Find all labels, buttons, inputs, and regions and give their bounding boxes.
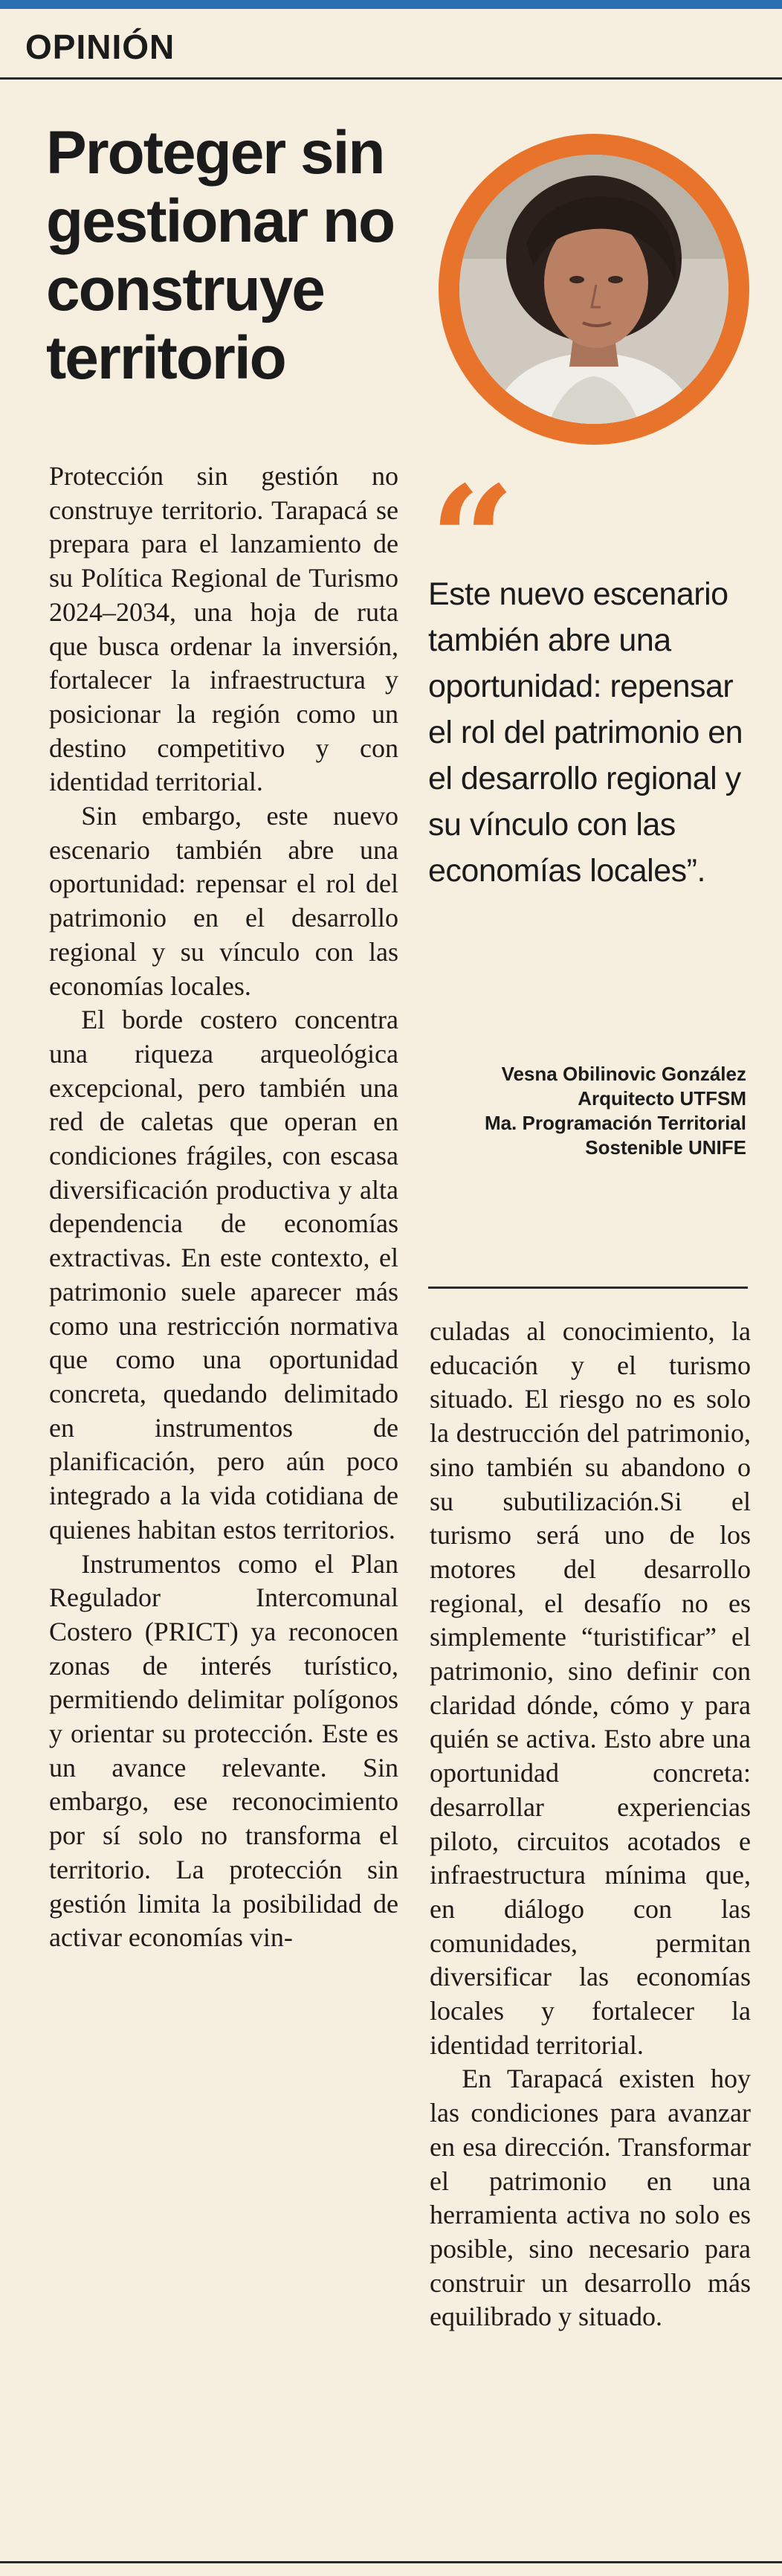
- author-byline: [427, 1062, 746, 1160]
- pull-quote: Este nuevo escenario también abre una oportunidad: repensar el rol del patrimonio en el desarrollo regional y su vínculo con las economías locales”.: [428, 576, 743, 889]
- author-portrait-image: [459, 155, 728, 424]
- author-photo: [459, 155, 728, 424]
- article-body-left: [49, 460, 398, 1955]
- quote-mark-icon: “: [430, 454, 516, 628]
- top-color-bar: [0, 0, 782, 9]
- section-rule: [0, 77, 782, 80]
- author-name: Vesna Obilinovic González: [501, 1063, 746, 1085]
- headline: Proteger sin gestionar no construye territorio: [46, 119, 395, 392]
- body-paragraph: El borde costero concentra una riqueza arqueológica excepcional, pero también una red de caletas que operan en condiciones frágiles, con escasa diversificación productiva y alta dependencia de economías extractivas. En este contexto, el patrimonio suele aparecer más como una restricción normativa que como una oportunidad concreta, quedando delimitado en instrumentos de planificación, pero aún poco integrado a la vida cotidiana de quienes habitan estos territorios.: [49, 1005, 398, 1545]
- body-paragraph: culadas al conocimiento, la educación y el turismo situado. El riesgo no es solo la destrucción del patrimonio, sino también su abandono o su subutilización.Si el turismo será uno de los motores del desarrollo regional, el desafío no es simplemente “turistificar” el patrimonio, sino definir con claridad dónde, cómo y para quién se activa. Esto abre una oportunidad concreta: desarrollar experiencias piloto, circuitos acotados e infraestructura mínima que, en diálogo con las comunidades, permitan diversificar las economías locales y fortalecer la identidad territorial.: [430, 1316, 751, 2060]
- body-paragraph: Protección sin gestión no construye territorio. Tarapacá se prepara para el lanzamiento de su Política Regional de Turismo 2024–2034, una hoja de ruta que busca ordenar la inversión, fortalecer la infraestructura y posicionar la región como un destino competitivo y con identidad territorial.: [49, 461, 398, 797]
- article-body-right: [430, 1315, 751, 2334]
- author-title: Arquitecto UTFSM: [578, 1087, 746, 1110]
- body-paragraph: Instrumentos como el Plan Regulador Intercomunal Costero (PRICT) ya reconocen zonas de interés turístico, permitiendo delimitar polígonos y orientar su protección. Este es un avance relevante. Sin embargo, ese reconocimiento por sí solo no transforma el territorio. La protección sin gestión limita la posibilidad de activar economías vin-: [49, 1548, 398, 1953]
- bottom-rule: [0, 2561, 782, 2563]
- body-paragraph: En Tarapacá existen hoy las condiciones para avanzar en esa dirección. Transformar el patrimonio en una herramienta activa no solo es posible, sino necesario para construir un desarrollo más equilibrado y situado.: [430, 2064, 751, 2332]
- author-degree-line1: Ma. Programación Territorial: [484, 1112, 746, 1134]
- column-divider: [428, 1287, 748, 1289]
- author-degree-line2: Sostenible UNIFE: [585, 1136, 746, 1159]
- body-paragraph: Sin embargo, este nuevo escenario también abre una oportunidad: repensar el rol del patrimonio en el desarrollo regional y su vínculo con las economías locales.: [49, 801, 398, 1001]
- section-label: OPINIÓN: [25, 28, 175, 66]
